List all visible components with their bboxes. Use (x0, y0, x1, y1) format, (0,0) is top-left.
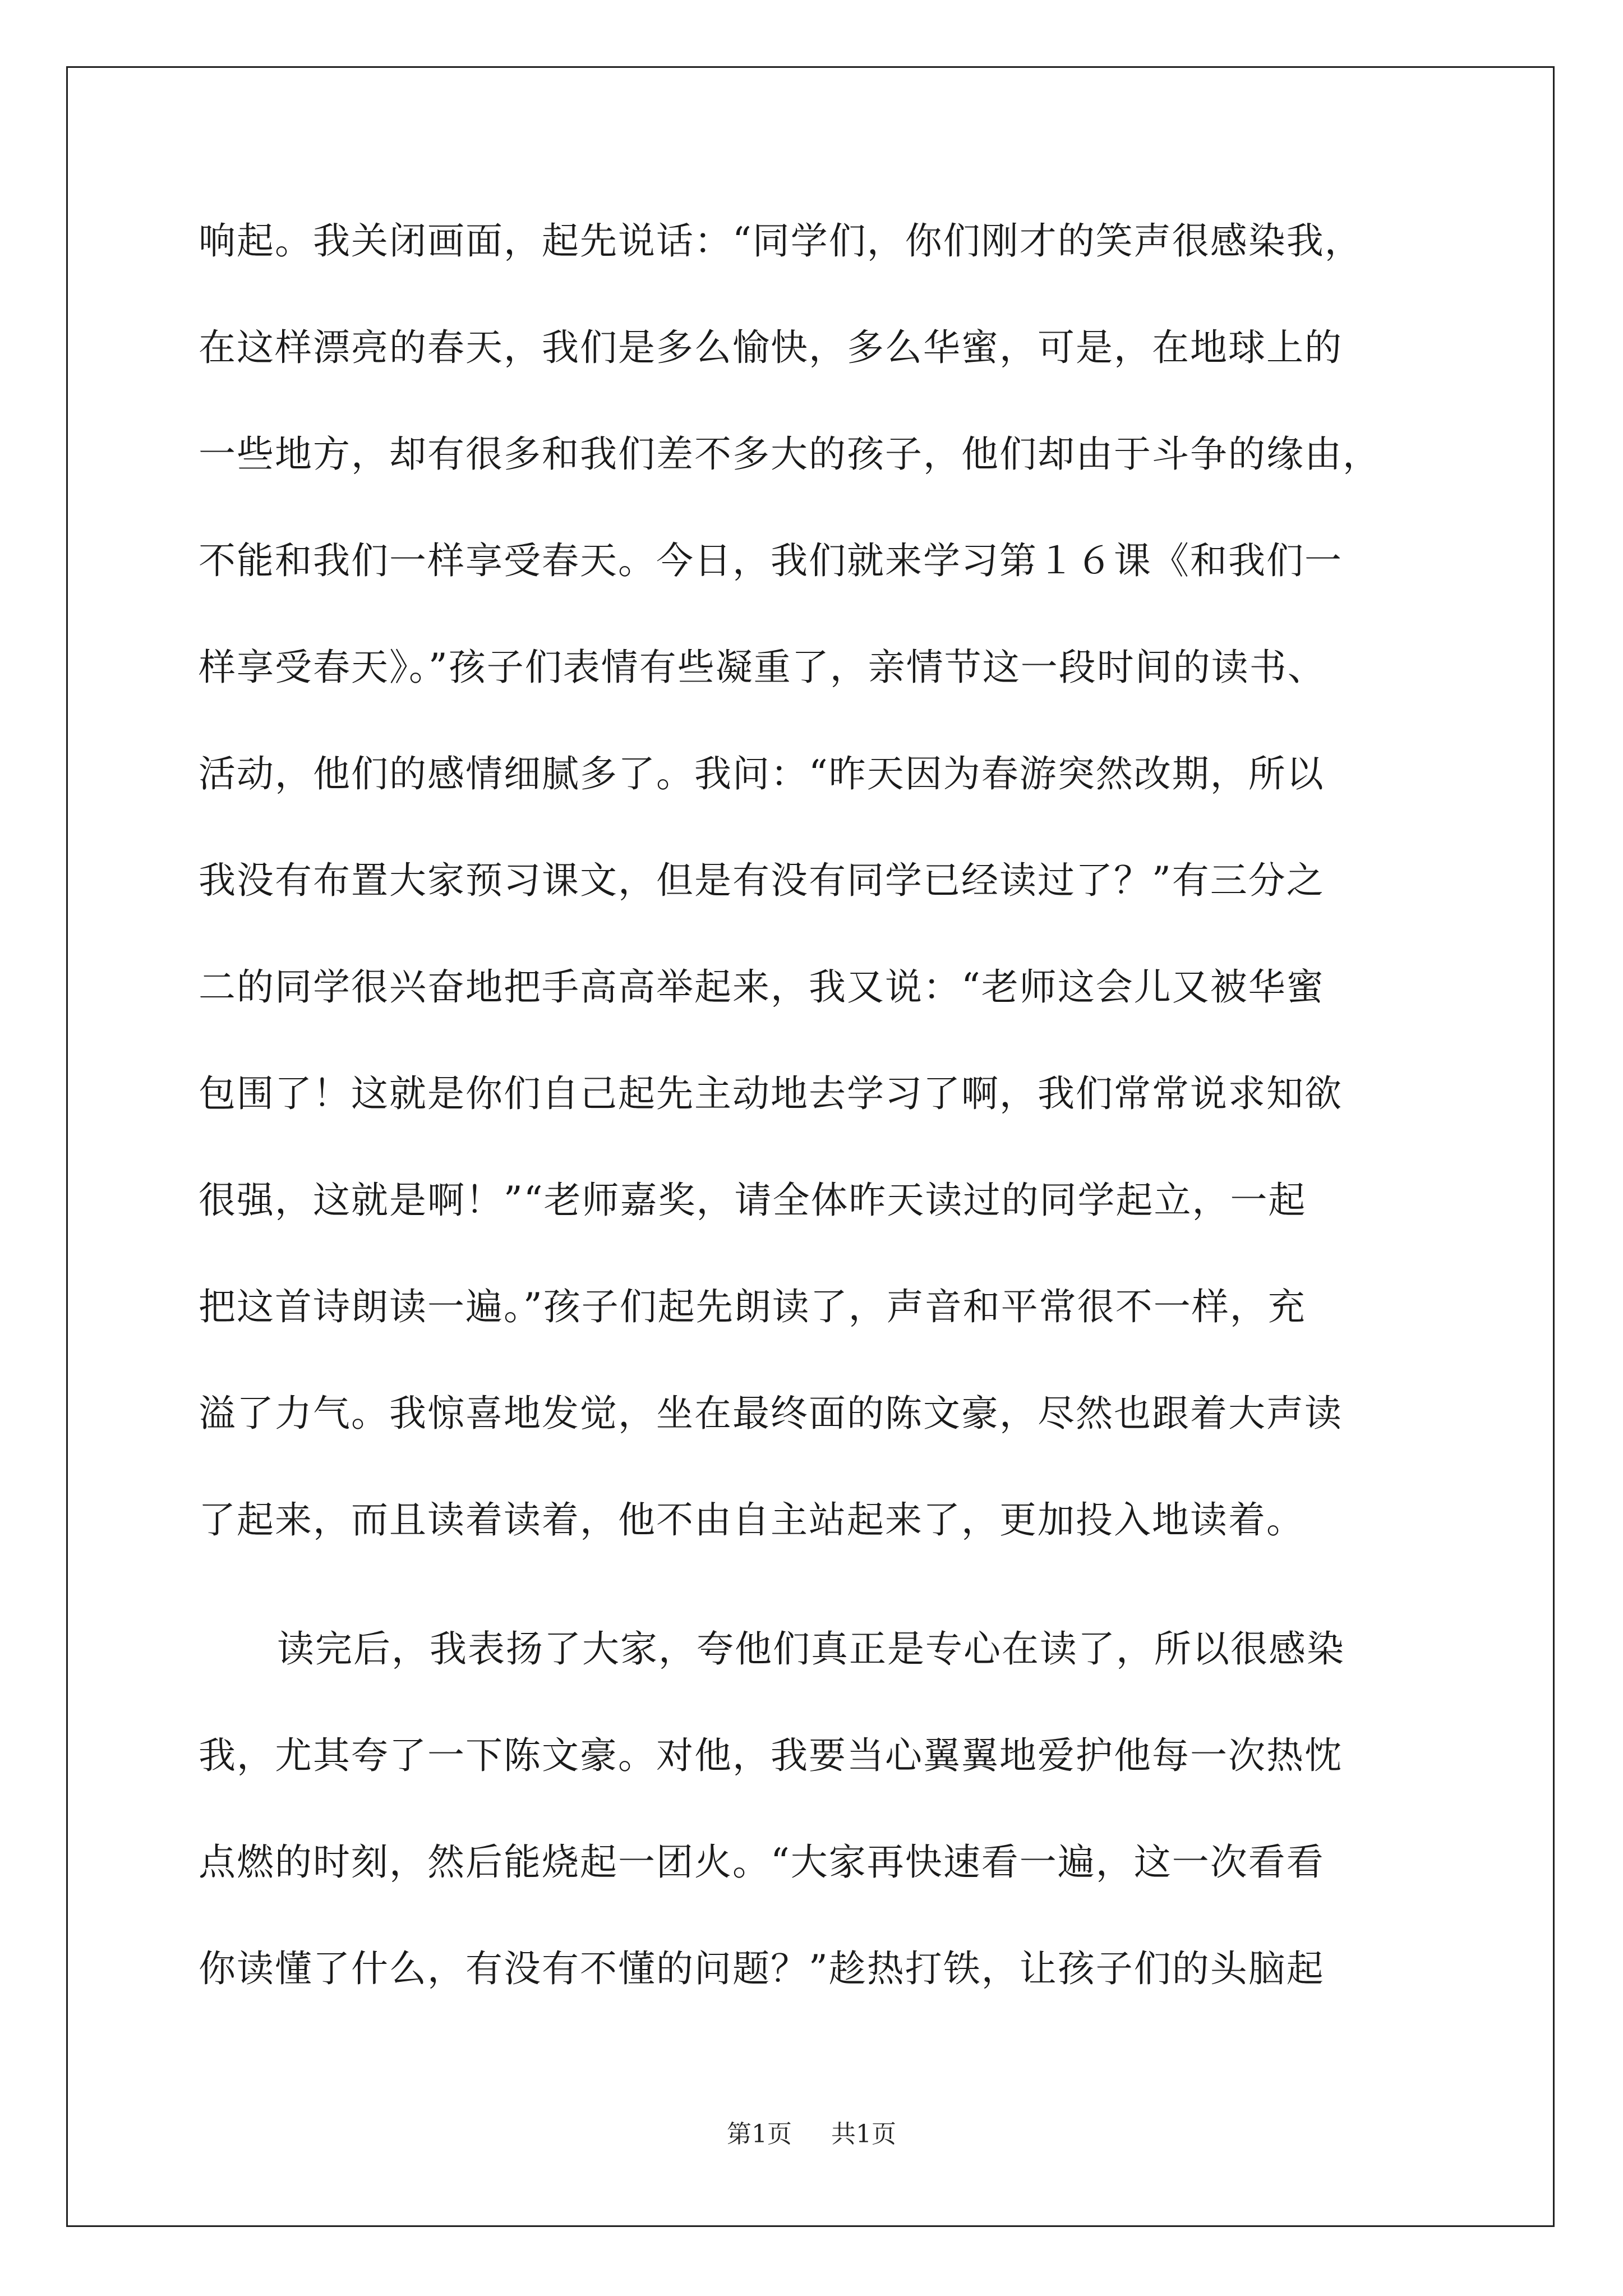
text-line: 包围了！这就是你们自己起先主动地去学习了啊，我们常常说求知欲 (199, 1072, 1343, 1115)
text-line: 点燃的时刻，然后能烧起一团火。“大家再快速看一遍，这一次看看 (199, 1841, 1325, 1884)
paragraph-2 (199, 1621, 1432, 2047)
document-body (199, 213, 1432, 2047)
paragraph-gap (199, 1599, 1432, 1621)
text-line: 响起。我关闭画面，起先说话：“同学们，你们刚才的笑声很感染我， (199, 219, 1363, 263)
text-line: 不能和我们一样享受春天。今日，我们就来学习第１６课《和我们一 (199, 539, 1343, 582)
text-line: 二的同学很兴奋地把手高高举起来，我又说：“老师这会儿又被华蜜 (199, 965, 1325, 1009)
text-line: 你读懂了什么，有没有不懂的问题？”趁热打铁，让孩子们的头脑起 (199, 1947, 1325, 1990)
text-line-indented: 读完后，我表扬了大家，夸他们真正是专心在读了，所以很感染 (277, 1627, 1345, 1671)
text-line: 活动，他们的感情细腻多了。我问：“昨天因为春游突然改期，所以 (199, 752, 1325, 795)
page-total: 共1页 (831, 2120, 896, 2148)
page-footer (0, 2118, 1623, 2151)
text-line: 把这首诗朗读一遍。”孩子们起先朗读了，声音和平常很不一样，充 (199, 1285, 1306, 1328)
page-number: 第1页 (727, 2120, 792, 2148)
text-line: 我，尤其夸了一下陈文豪。对他，我要当心翼翼地爱护他每一次热忱 (199, 1734, 1343, 1777)
text-line: 一些地方，却有很多和我们差不多大的孩子，他们却由于斗争的缘由， (199, 432, 1381, 476)
text-line: 了起来，而且读着读着，他不由自主站起来了，更加投入地读着。 (199, 1498, 1304, 1542)
text-line: 很强，这就是啊！”“老师嘉奖，请全体昨天读过的同学起立，一起 (199, 1179, 1307, 1222)
text-line: 溢了力气。我惊喜地发觉，坐在最终面的陈文豪，尽然也跟着大声读 (199, 1392, 1343, 1435)
text-line: 样享受春天》。”孩子们表情有些凝重了，亲情节这一段时间的读书、 (199, 646, 1326, 689)
paragraph-1 (199, 213, 1432, 1599)
text-line: 在这样漂亮的春天，我们是多么愉快，多么华蜜，可是，在地球上的 (199, 326, 1343, 369)
text-line: 我没有布置大家预习课文，但是有没有同学已经读过了？”有三分之 (199, 859, 1325, 902)
